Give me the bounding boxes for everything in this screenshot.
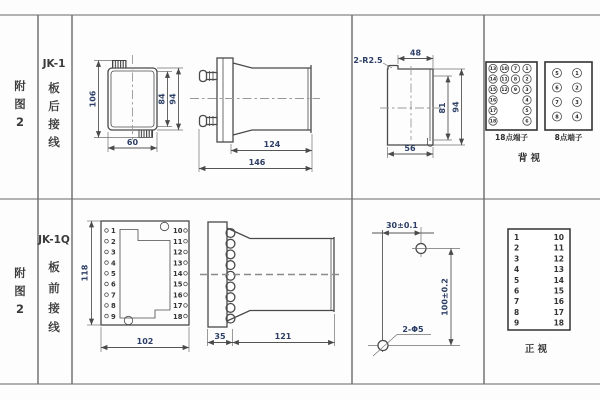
dim-60: 60: [126, 138, 139, 147]
row2-model-label: JK-1Q: [38, 234, 70, 246]
row1-wiring-char-2: 接: [48, 117, 60, 131]
t18-14: 14: [489, 77, 497, 83]
fr-14: 14: [173, 270, 183, 278]
fr-15: 15: [173, 280, 183, 289]
fr-13: 13: [173, 259, 183, 268]
t18-15: 15: [489, 88, 497, 94]
row2-wiring-char-3: 线: [48, 320, 60, 334]
tt-11: 11: [553, 243, 564, 253]
terminal-number-table: [508, 229, 570, 355]
t18-10: 10: [501, 67, 508, 73]
case-outline: [120, 230, 170, 319]
terminal-screw-bottom: [200, 116, 218, 127]
t18-5: 5: [525, 109, 529, 115]
tt-1: 1: [514, 233, 520, 242]
fr-16: 16: [173, 291, 183, 300]
dim-118: 118: [80, 264, 90, 282]
t8-5: 5: [555, 70, 559, 77]
top-key-tab: [113, 61, 127, 69]
row1-fig-char-2: 2: [15, 115, 25, 129]
t18-16: 16: [489, 98, 497, 104]
fr-11: 11: [173, 237, 183, 246]
dim-100: 100±0.2: [440, 278, 450, 316]
tt-9: 9: [514, 318, 520, 328]
t18-1: 1: [525, 67, 529, 73]
dim-30: 30±0.1: [385, 221, 419, 230]
t8-2: 2: [575, 85, 579, 92]
t18-4: 4: [525, 98, 529, 104]
fl-9: 9: [111, 312, 116, 321]
front-right-terminals: [173, 227, 187, 321]
dim-48: 48: [409, 48, 422, 58]
dim-84: 84: [157, 93, 167, 105]
tt-15: 15: [553, 286, 564, 296]
t18-11: 11: [501, 77, 508, 83]
label-18pt-terminal: 18点端子: [495, 133, 528, 142]
t18-3: 3: [525, 88, 529, 94]
dim-106: 106: [88, 90, 98, 108]
tt-5: 5: [514, 275, 520, 285]
front-view-label: 正 视: [524, 344, 548, 355]
tt-12: 12: [553, 254, 564, 264]
fr-12: 12: [173, 248, 183, 257]
tt-17: 17: [553, 307, 564, 317]
fl-3: 3: [111, 248, 116, 257]
t18-17: 17: [489, 109, 497, 115]
row1-wiring-char-0: 板: [48, 81, 60, 95]
jk1-side-view: [190, 58, 320, 172]
terminal-block-18pt: [486, 62, 537, 142]
tt-6: 6: [514, 286, 520, 296]
dim-121: 121: [274, 332, 292, 341]
row2-wiring-char-2: 接: [48, 301, 60, 315]
table-right-column: [554, 233, 564, 328]
fl-2: 2: [111, 237, 116, 246]
row2-fig-char-1: 图: [14, 284, 26, 298]
fl-8: 8: [111, 302, 116, 311]
dim-2-r2.5: 2-R2.5: [353, 56, 383, 65]
tt-2: 2: [514, 243, 520, 253]
dim-2-phi5: 2-Φ5: [402, 325, 424, 334]
tt-8: 8: [514, 307, 520, 317]
t18-9: 9: [513, 88, 518, 94]
t8-3: 3: [575, 99, 579, 106]
row2-wiring-char-0: 板: [48, 260, 60, 274]
fl-5: 5: [111, 270, 116, 278]
t18-8: 8: [513, 77, 518, 83]
tt-16: 16: [553, 297, 564, 307]
terminal-block-8pt: [545, 62, 592, 142]
fl-6: 6: [111, 280, 116, 289]
t18-12: 12: [501, 88, 508, 94]
fr-17: 17: [173, 302, 183, 311]
jk1-cutout-view: [353, 49, 465, 159]
jk1q-front-view: [81, 221, 190, 352]
t8-6: 6: [555, 85, 559, 92]
t18-2: 2: [525, 77, 529, 83]
jk1q-drill-view: [368, 221, 460, 356]
dim-81: 81: [438, 102, 447, 114]
fr-18: 18: [173, 312, 183, 321]
tt-18: 18: [553, 318, 564, 328]
rear-view-label: 背 视: [517, 153, 541, 164]
tt-13: 13: [553, 265, 564, 275]
row2-fig-char-0: 附: [14, 266, 26, 280]
terminal-screw-top: [200, 71, 218, 82]
row2-labels: [14, 234, 70, 334]
mounting-hole-top: [160, 222, 168, 230]
t8-8: 8: [555, 114, 559, 121]
dim-146: 146: [248, 158, 266, 167]
tt-4: 4: [514, 265, 520, 275]
t18-col2: [500, 64, 508, 93]
mounting-hole-bottom: [124, 316, 132, 324]
t18-6: 6: [525, 119, 529, 125]
dim-35: 35: [214, 332, 226, 341]
front-left-terminals: [105, 227, 116, 321]
tt-3: 3: [514, 254, 520, 264]
t8-4: 4: [575, 114, 579, 121]
tt-7: 7: [514, 297, 520, 307]
drill-hole-bottom: [378, 341, 388, 351]
tt-14: 14: [553, 275, 564, 285]
row1-fig-char-1: 图: [14, 97, 26, 111]
row1-labels: [14, 58, 65, 149]
dim-56: 56: [404, 144, 416, 153]
jk1q-side-view: [200, 222, 342, 346]
row1-wiring-char-3: 线: [48, 135, 60, 149]
label-8pt-terminal: 8点端子: [554, 133, 583, 142]
bottom-key-tab: [139, 130, 153, 138]
fr-10: 10: [173, 227, 183, 236]
table-left-column: [514, 233, 519, 328]
row2-wiring-char-1: 前: [48, 281, 60, 295]
row1-wiring-char-1: 后: [48, 99, 60, 113]
t18-7: 7: [513, 67, 518, 73]
row1-fig-char-0: 附: [14, 79, 26, 93]
fl-7: 7: [111, 291, 116, 300]
dim-102: 102: [136, 337, 154, 346]
fl-4: 4: [111, 259, 116, 268]
row2-fig-char-2: 2: [15, 302, 25, 316]
t18-13: 13: [489, 67, 497, 73]
t8-7: 7: [555, 99, 559, 106]
dim-94: 94: [168, 93, 178, 105]
fl-1: 1: [111, 227, 116, 236]
t18-18: 18: [489, 119, 497, 125]
jk1-front-view: [89, 55, 184, 152]
dim-124: 124: [263, 140, 281, 149]
tt-10: 10: [553, 233, 564, 242]
row1-model-label: JK-1: [42, 58, 66, 70]
dim-94-cutout: 94: [451, 101, 461, 113]
t8-1: 1: [575, 70, 579, 77]
